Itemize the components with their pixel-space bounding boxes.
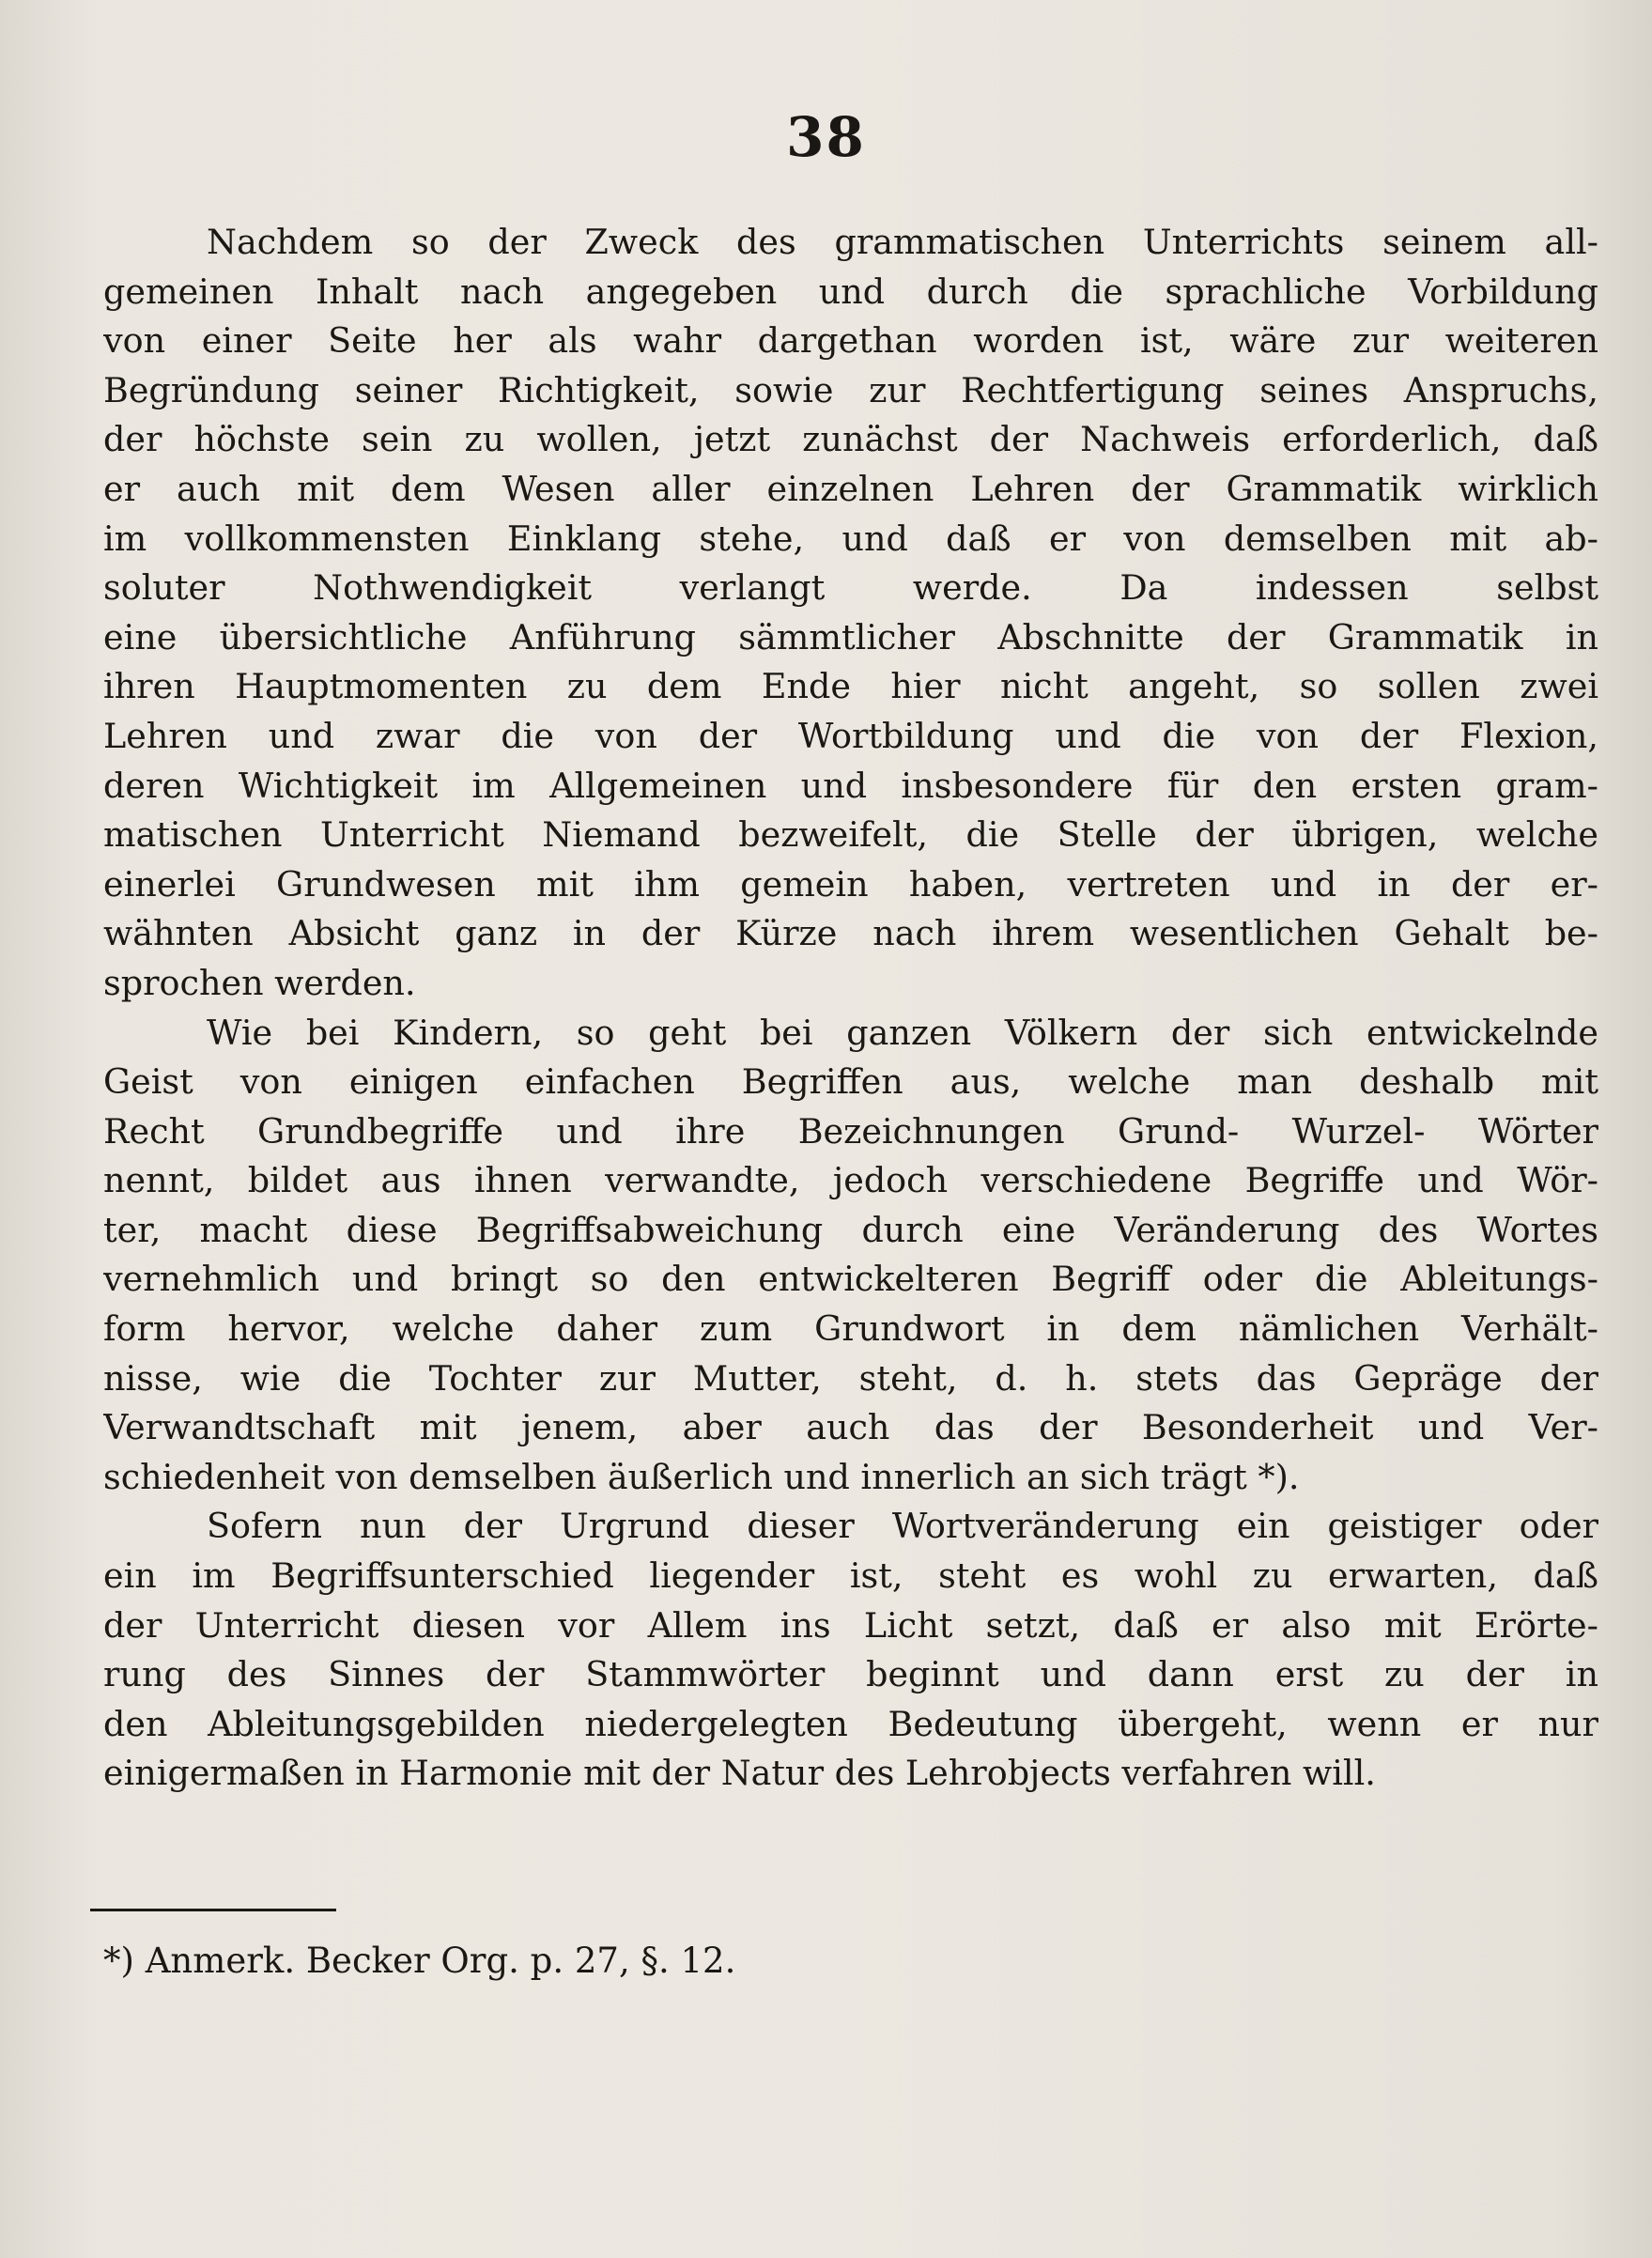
text-line: der höchste sein zu wollen, jetzt zunächst der Nachweis erforderlich, daß [103, 419, 1598, 460]
text-line: Wie bei Kindern, so geht bei ganzen Völkern der sich entwickelnde [207, 1012, 1598, 1053]
paragraph [103, 218, 1598, 1009]
text-line: rung des Sinnes der Stammwörter beginnt und dann erst zu der in [103, 1654, 1598, 1695]
text-line: matischen Unterricht Niemand bezweifelt, die Stelle der übrigen, welche [103, 814, 1598, 856]
footnote: *) Anmerk. Becker Org. p. 27, §. 12. [103, 1941, 736, 1981]
text-line: form hervor, welche daher zum Grundwort in dem nämlichen Verhält- [103, 1308, 1598, 1350]
text-line: im vollkommensten Einklang stehe, und daß er von demselben mit ab- [103, 518, 1598, 559]
text-line: nennt, bildet aus ihnen verwandte, jedoch verschiedene Begriffe und Wör- [103, 1160, 1598, 1201]
text-line: schiedenheit von demselben äußerlich und innerlich an sich trägt *). [103, 1456, 1300, 1497]
text-line: er auch mit dem Wesen aller einzelnen Lehren der Grammatik wirklich [103, 468, 1598, 509]
body-text [103, 218, 1598, 1799]
text-line: Verwandtschaft mit jenem, aber auch das der Besonderheit und Ver- [103, 1407, 1598, 1448]
text-line: ihren Hauptmomenten zu dem Ende hier nicht angeht, so sollen zwei [103, 666, 1598, 707]
text-line: Begründung seiner Richtigkeit, sowie zur Rechtfertigung seines Anspruchs, [103, 369, 1598, 410]
text-line: eine übersichtliche Anführung sämmtlicher Abschnitte der Grammatik in [103, 616, 1598, 657]
paragraph [103, 1502, 1598, 1799]
page-number: 38 [786, 105, 866, 169]
text-line: ter, macht diese Begriffsabweichung durch eine Veränderung des Wortes [103, 1209, 1598, 1250]
text-line: nisse, wie die Tochter zur Mutter, steht, d. h. stets das Gepräge der [103, 1357, 1598, 1399]
text-line: deren Wichtigkeit im Allgemeinen und insbesondere für den ersten gram- [103, 765, 1598, 806]
text-line: Sofern nun der Urgrund dieser Wortveränderung ein geistiger oder [207, 1506, 1598, 1547]
text-line: sprochen werden. [103, 962, 416, 1003]
text-line: vernehmlich und bringt so den entwickelteren Begriff oder die Ableitungs- [103, 1259, 1598, 1300]
text-line: gemeinen Inhalt nach angegeben und durch die sprachliche Vorbildung [103, 271, 1598, 312]
text-line: soluter Nothwendigkeit verlangt werde. Da indessen selbst [103, 567, 1598, 609]
text-line: einerlei Grundwesen mit ihm gemein haben, vertreten und in der er- [103, 863, 1598, 905]
text-line: ein im Begriffsunterschied liegender ist, steht es wohl zu erwarten, daß [103, 1555, 1598, 1597]
text-line: einigermaßen in Harmonie mit der Natur des Lehrobjects verfahren will. [103, 1753, 1376, 1794]
text-line: Geist von einigen einfachen Begriffen aus, welche man deshalb mit [103, 1061, 1598, 1103]
text-line: Lehren und zwar die von der Wortbildung und die von der Flexion, [103, 715, 1598, 756]
footnote-rule [90, 1909, 336, 1911]
text-line: Nachdem so der Zweck des grammatischen Unterrichts seinem all- [207, 222, 1598, 262]
text-line: den Ableitungsgebilden niedergelegten Bedeutung übergeht, wenn er nur [103, 1703, 1598, 1744]
text-line: wähnten Absicht ganz in der Kürze nach ihrem wesentlichen Gehalt be- [103, 913, 1598, 954]
text-line: der Unterricht diesen vor Allem ins Licht setzt, daß er also mit Erörte- [103, 1604, 1598, 1646]
text-line: Recht Grundbegriffe und ihre Bezeichnungen Grund- Wurzel- Wörter [103, 1110, 1598, 1152]
paragraph [103, 1009, 1598, 1503]
text-line: von einer Seite her als wahr dargethan worden ist, wäre zur weiteren [103, 320, 1598, 362]
